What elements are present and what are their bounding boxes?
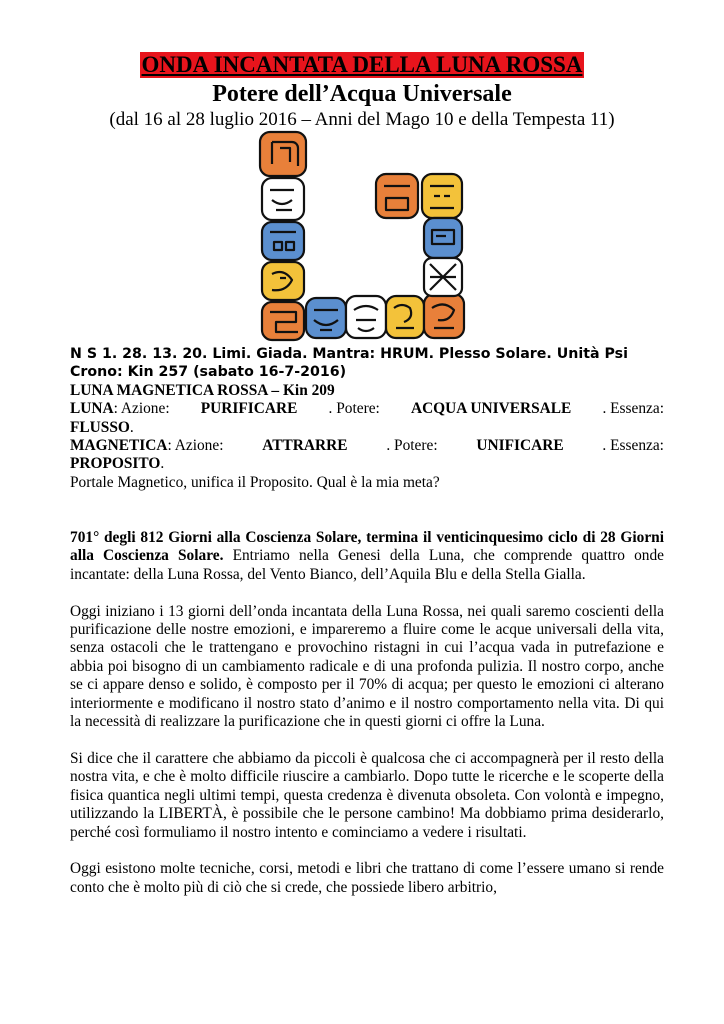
glyph-red-earth xyxy=(424,294,464,338)
paragraph-4: Oggi esistono molte tecniche, corsi, metodi e libri che trattano di come l’essere umano si rende conto che è molto più di ciò che si crede, che possiede libero arbitrio, xyxy=(70,860,664,896)
glyph-red-skywalker xyxy=(376,174,418,218)
wavespell-glyphs-image xyxy=(250,128,472,346)
portale-line: Portale Magnetico, unifica il Proposito. Qual è la mia meta? xyxy=(70,473,440,491)
page-title: ONDA INCANTATA DELLA LUNA ROSSA xyxy=(141,52,583,77)
paragraph-1: 701° degli 812 Giorni alla Coscienza Solare, termina il venticinquesimo ciclo di 28 Giorni alla Coscienza Solare. Entriamo nella Genesi della Luna, che comprende quattro onde incantate: della Luna Rossa, del Vento Bianco, dell’Aquila Blu e della Stella Gialla. xyxy=(70,529,664,583)
magnetica-line: MAGNETICA: Azione: ATTRARRE . Potere: UNIFICARE . Essenza: xyxy=(70,437,664,455)
luna-essenza: FLUSSO. xyxy=(70,418,134,436)
glyph-yellow-seed xyxy=(262,262,304,300)
magnetica-essenza: PROPOSITO. xyxy=(70,455,165,473)
page-subtitle: Potere dell’Acqua Universale xyxy=(212,81,512,107)
glyph-blue-night xyxy=(262,222,304,260)
paragraph-3: Si dice che il carattere che abbiamo da piccoli è qualcosa che ci accompagnerà per il resto della nostra vita, e che è molto difficile riuscire a cambiarlo. Dopo tutte le ricerche e le scoperte della fisica quantica negli ultimi tempi, questa credenza è divenuta obsoleta. Con volontà e impegno, utilizzando la LIBERTÀ, è possibile che le persone cambino! Ma dobbiamo prima desiderarlo, perché così formuliamo il nostro intento e cominciamo a vedere i risultati. xyxy=(70,749,664,841)
info-line-3: LUNA MAGNETICA ROSSA – Kin 209 xyxy=(70,381,335,399)
glyph-blue-eagle xyxy=(424,218,462,258)
glyph-blue-hand xyxy=(306,298,346,338)
glyph-yellow-sun xyxy=(422,174,462,218)
glyph-red-moon xyxy=(260,132,306,176)
luna-line: LUNA: Azione: PURIFICARE . Potere: ACQUA UNIVERSALE . Essenza: xyxy=(70,400,664,418)
glyph-white-wind xyxy=(262,178,304,220)
info-line-1: N S 1. 28. 13. 20. Limi. Giada. Mantra: HRUM. Plesso Solare. Unità Psi xyxy=(70,346,628,362)
title-wrap xyxy=(0,52,724,78)
info-line-2: Crono: Kin 257 (sabato 16-7-2016) xyxy=(70,364,347,381)
glyph-yellow-star xyxy=(386,296,424,338)
document-body xyxy=(70,345,664,897)
date-range: (dal 16 al 28 luglio 2016 – Anni del Mago 10 e della Tempesta 11) xyxy=(109,109,615,130)
paragraph-2: Oggi iniziano i 13 giorni dell’onda incantata della Luna Rossa, nei quali saremo coscienti della purificazione delle nostre emozioni, e impareremo a fluire come le acque universali della vita, senza ostacoli che le trattengano e provochino ristagni in cui l’acqua vada in putrefazione e abbia poi bisogno di un cambiamento radicale e di una profonda pulizia. Il nostro corpo, anche se ci appare denso e solido, è composto per il 70% di acqua; per questo le emozioni ci alterano interiormente e modificano il nostro stato d’animo e il nostro comportamento nella vita. Di qui la necessità di realizzare la purificazione che in questi giorni ci offre la Luna. xyxy=(70,602,664,731)
